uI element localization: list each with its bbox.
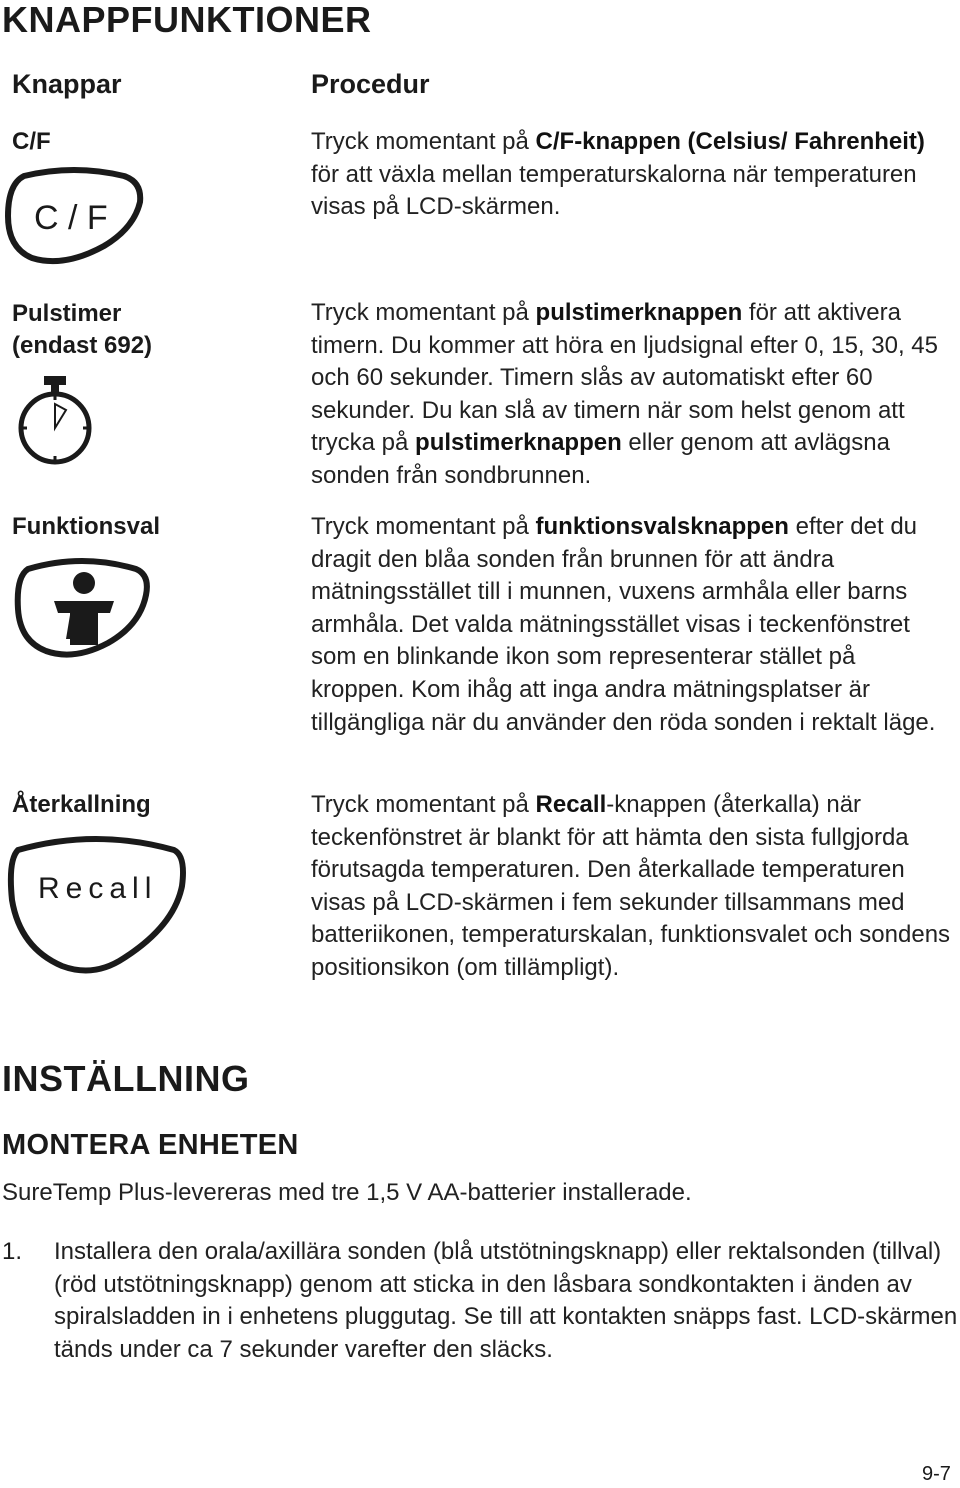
recall-button-icon bbox=[6, 830, 188, 980]
text-run: Tryck momentant på bbox=[311, 791, 536, 818]
cf-button-icon bbox=[4, 166, 144, 268]
text-run: Tryck momentant på bbox=[311, 299, 536, 326]
procedure-cf bbox=[311, 126, 941, 224]
step-text: Installera den orala/axillära sonden (blå utstötningsknapp) eller rektalsonden (tillval) (röd utstötningsknapp) genom att sticka in den låsbara sondkontakten i änden av spiralsladden in i enhetens pluggutag. Se till att kontakten snäpps fast. LCD-skärmen tänds under ca 7 sekunder varefter den släcks. bbox=[54, 1238, 958, 1363]
setup-title: INSTÄLLNING bbox=[2, 1058, 250, 1099]
column-heading-buttons: Knappar bbox=[12, 69, 122, 99]
text-run: eller genom att avlägsna sonden från sondbrunnen. bbox=[311, 429, 890, 489]
button-label-aterkallning: Återkallning bbox=[12, 791, 151, 818]
step-number: 1. bbox=[2, 1238, 23, 1265]
setup-subtitle: MONTERA ENHETEN bbox=[2, 1129, 299, 1161]
column-heading-procedure: Procedur bbox=[311, 69, 430, 99]
bold-term: pulstimerknappen bbox=[415, 429, 622, 457]
text-run: Tryck momentant på bbox=[311, 513, 536, 540]
section-title: KNAPPFUNKTIONER bbox=[2, 0, 372, 40]
bold-term: C/F-knappen (Celsius/ Fahrenheit) bbox=[535, 128, 925, 155]
recall-icon-text: Recall bbox=[38, 872, 158, 905]
procedure-aterkallning bbox=[311, 789, 951, 985]
setup-intro: SureTemp Plus-levereras med tre 1,5 V AA-batterier installerade. bbox=[2, 1179, 692, 1206]
person-mode-icon bbox=[14, 555, 150, 663]
procedure-funktionsval bbox=[311, 511, 951, 739]
procedure-pulstimer bbox=[311, 297, 951, 493]
text-run: Tryck momentant på bbox=[311, 128, 536, 155]
page-number: 9-7 bbox=[922, 1463, 951, 1485]
button-label-funktionsval: Funktionsval bbox=[12, 513, 161, 540]
text-run: för att aktivera timern. Du kommer att höra en ljudsignal efter 0, 15, 30, 45 och 60 sekunder. Timern slås av automatiskt efter 60 sekunder. Du kan slå av timern när som helst genom att trycka på bbox=[311, 299, 938, 457]
bold-term: funktionsvalsknappen bbox=[535, 513, 789, 540]
bold-term: Recall bbox=[535, 791, 607, 818]
text-run: -knappen (återkalla) när teckenfönstret är blankt för att hämta den sista fullgjorda förutsagda temperaturen. Den återkallade temperaturen visas på LCD-skärmen i fem sekunder tillsammans med batteriikonen, temperaturskalan, funktionsvalet och sondens positionsikon (om tillämpligt). bbox=[311, 791, 951, 981]
stopwatch-icon bbox=[14, 374, 96, 468]
cf-icon-text: C / F bbox=[34, 199, 108, 237]
button-label-cf: C/F bbox=[12, 128, 51, 155]
text-run: för att växla mellan temperaturskalorna när temperaturen visas på LCD-skärmen. bbox=[311, 160, 917, 221]
button-label-pulstimer: Pulstimer (endast 692) bbox=[12, 300, 153, 359]
bold-term: pulstimerknappen bbox=[535, 299, 743, 326]
text-run: efter det du dragit den blåa sonden från brunnen för att ändra mätningsstället till i munnen, vuxens armhåla eller barns armhåla. Det valda mätningsstället visas i teckenfönstret som en blinkande ikon som representerar stället på kroppen. Kom ihåg att inga andra mätningsplatser är tillgängliga när du använder den röda sonden i rektalt läge. bbox=[311, 513, 936, 736]
